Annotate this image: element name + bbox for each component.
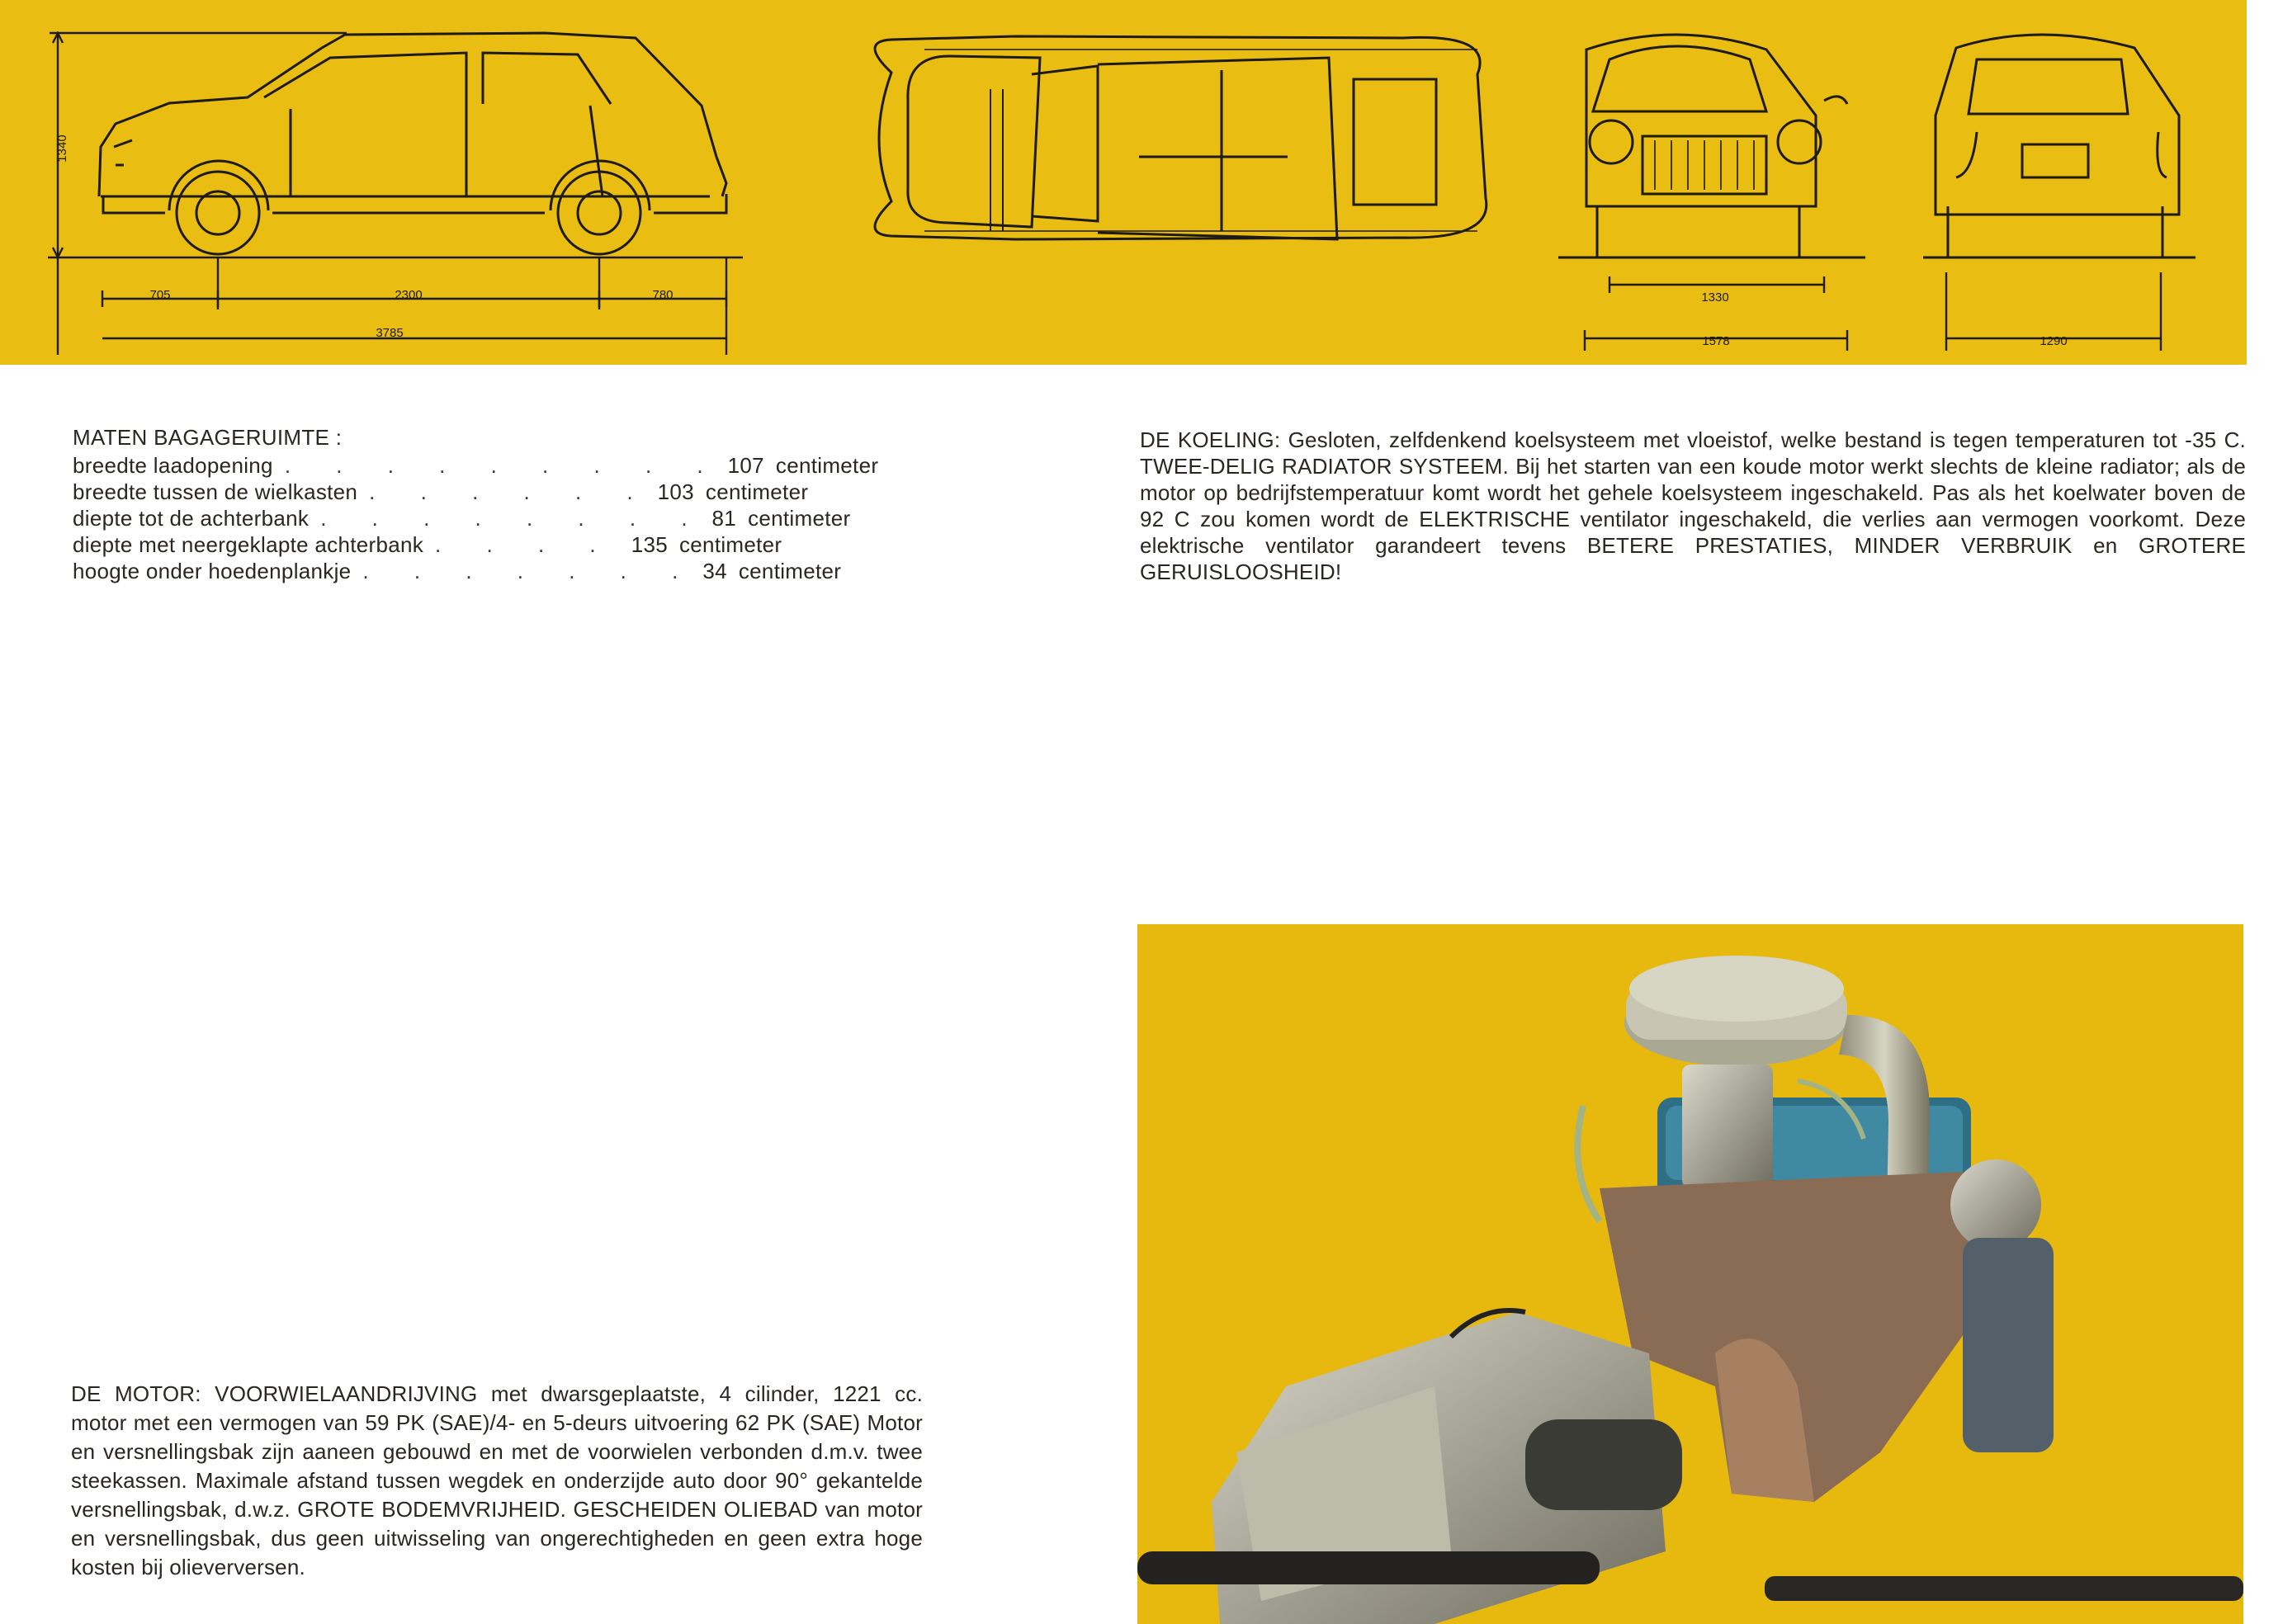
front-overhang-label: 705	[149, 288, 171, 302]
motor-paragraph: DE MOTOR: VOORWIELAANDRIJVING met dwarsgeplaatste, 4 cilinder, 1221 cc. motor met een vermogen van 59 PK (SAE)/4- en 5-deurs uitvoering 62 PK (SAE) Motor en versnellingsbak zijn aaneen gebouwd en met de voorwielen verbonden d.m.v. twee steekassen. Maximale afstand tussen wegdek en onderzijde auto door 90° gekantelde versnellingsbak, d.w.z. GROTE BODEMVRIJHEID. GESCHEIDEN OLIEBAD van motor en versnellingsbak, dus geen uitwisseling van ongerechtigheden en geen extra hoge kosten bij olieverversen.	[71, 1381, 923, 1579]
engine-illustration	[1137, 924, 2243, 1624]
height-dimension-label: 1340	[55, 135, 69, 163]
width-dimension-lines	[1585, 272, 2161, 351]
baggage-dimensions	[73, 424, 879, 584]
car-dimension-drawings	[0, 0, 2247, 365]
rear-track-label: 1290	[2040, 334, 2068, 348]
overall-length-label: 3785	[376, 326, 404, 340]
side-view-drawing	[99, 33, 726, 254]
baggage-row: diepte tot de achterbank . . . . . . . . 81 centimeter	[73, 506, 851, 531]
baggage-row: breedte laadopening . . . . . . . . . 107 centimeter	[73, 453, 879, 478]
front-track-label: 1330	[1701, 290, 1729, 304]
front-view-drawing	[1558, 35, 1865, 257]
baggage-row: breedte tussen de wielkasten . . . . . . 103 centimeter	[73, 479, 809, 504]
wheelbase-label: 2300	[395, 288, 423, 302]
overall-width-label: 1578	[1702, 334, 1730, 348]
baggage-row: hoogte onder hoedenplankje . . . . . . . 34 centimeter	[73, 559, 842, 583]
baggage-title: MATEN BAGAGERUIMTE :	[73, 425, 343, 450]
rear-view-drawing	[1923, 35, 2196, 257]
engine-photo	[1137, 924, 2243, 1624]
rear-overhang-label: 780	[652, 288, 674, 302]
side-dimension-lines	[48, 33, 743, 355]
dimension-drawings-banner	[0, 0, 2247, 365]
baggage-row: diepte met neergeklapte achterbank . . . . 135 centimeter	[73, 532, 782, 557]
cooling-paragraph: DE KOELING: Gesloten, zelfdenkend koelsysteem met vloeistof, welke bestand is tegen temperaturen tot -35 C. TWEE-DELIG RADIATOR SYSTEEM. Bij het starten van een koude motor werkt slechts de kleine radiator; als de motor op bedrijfstemperatuur komt wordt het gehele koelsysteem ingeschakeld. Pas als het koelwater boven de 92 C zou komen wordt de ELEKTRISCHE ventilator ingeschakeld, die verlies aan vermogen voorkomt. Deze elektrische ventilator garandeert tevens BETERE PRESTATIES, MINDER VERBRUIK en GROTERE GERUISLOOSHEID!	[1140, 427, 2246, 584]
top-view-drawing	[875, 36, 1487, 239]
